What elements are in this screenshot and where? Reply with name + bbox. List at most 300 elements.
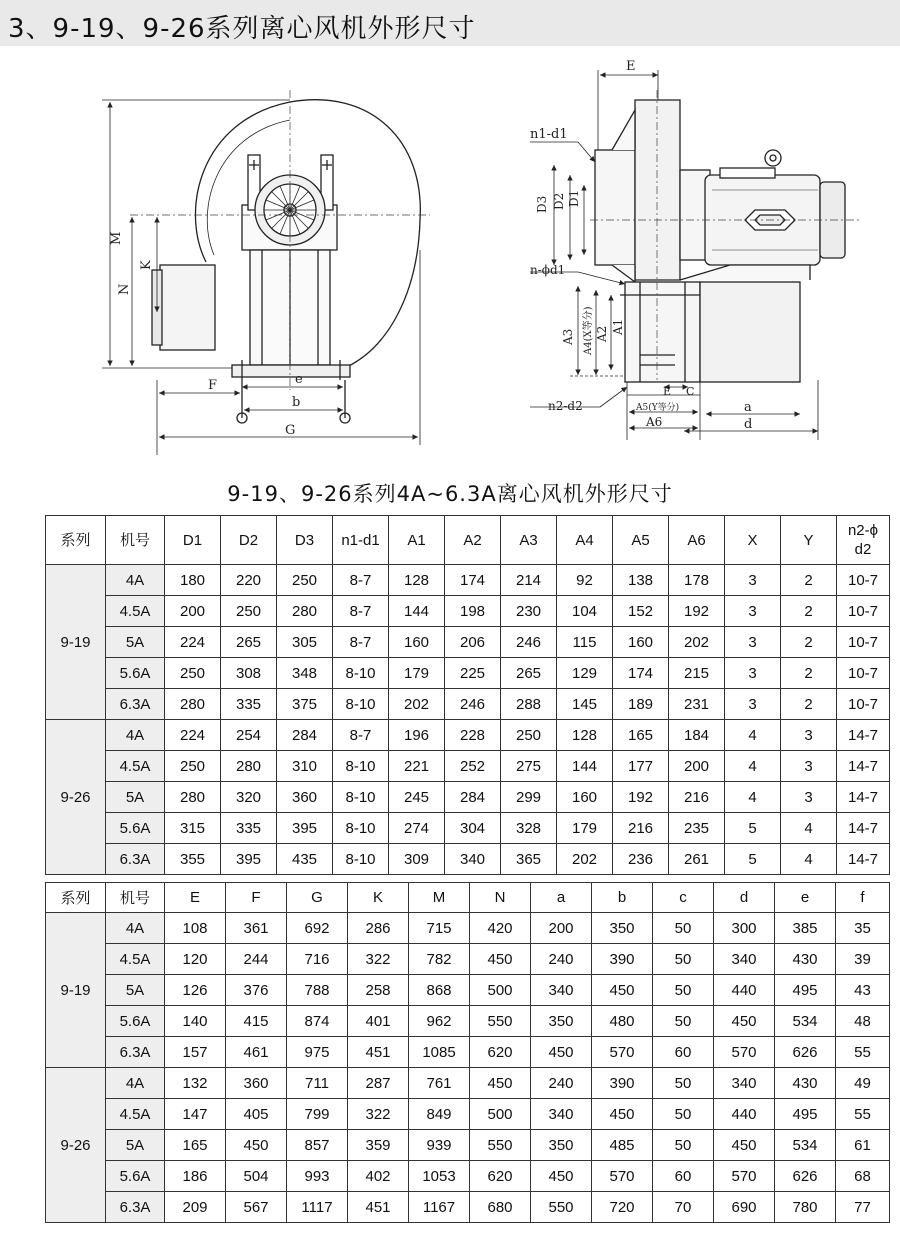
table-row [46, 720, 890, 751]
column-header: A4 [557, 516, 613, 565]
table-cell: 3 [781, 751, 837, 782]
table-cell: 265 [221, 627, 277, 658]
table-cell: 335 [221, 689, 277, 720]
table-cell: 4 [781, 844, 837, 875]
table-cell: 3 [725, 596, 781, 627]
table-row [46, 1130, 890, 1161]
table-cell: 70 [653, 1192, 714, 1223]
table-cell: 14-7 [837, 844, 890, 875]
table-cell: 221 [389, 751, 445, 782]
table-cell: 216 [669, 782, 725, 813]
table-cell: 184 [669, 720, 725, 751]
table-cell: 129 [557, 658, 613, 689]
header-bar [0, 0, 900, 46]
column-header: 机号 [106, 516, 165, 565]
table-row [46, 596, 890, 627]
table-cell: 165 [613, 720, 669, 751]
table-cell: 128 [557, 720, 613, 751]
table-cell: 450 [592, 975, 653, 1006]
table-cell: 310 [277, 751, 333, 782]
dim-label-b: b [292, 395, 301, 410]
page-title: 3、9-19、9-26系列离心风机外形尺寸 [8, 14, 476, 44]
table-cell: 284 [277, 720, 333, 751]
table-cell: 236 [613, 844, 669, 875]
table-cell: 550 [531, 1192, 592, 1223]
model-cell: 4A [106, 1068, 165, 1099]
table-cell: 50 [653, 944, 714, 975]
table-cell: 620 [470, 1037, 531, 1068]
table-cell: 361 [226, 913, 287, 944]
table-cell: 420 [470, 913, 531, 944]
table-cell: 322 [348, 1099, 409, 1130]
column-header: A6 [669, 516, 725, 565]
column-header: f [836, 883, 890, 913]
column-header: a [531, 883, 592, 913]
dim-label-A6: A6 [646, 415, 663, 429]
column-header: K [348, 883, 409, 913]
table-cell: 202 [669, 627, 725, 658]
table-cell: 2 [781, 627, 837, 658]
table-cell: 401 [348, 1006, 409, 1037]
model-cell: 4A [106, 720, 165, 751]
table-cell: 250 [501, 720, 557, 751]
table-cell: 225 [445, 658, 501, 689]
column-header: A5 [613, 516, 669, 565]
table-cell: 186 [165, 1161, 226, 1192]
table-cell: 962 [409, 1006, 470, 1037]
table-cell: 61 [836, 1130, 890, 1161]
table-cell: 147 [165, 1099, 226, 1130]
model-cell: 5A [106, 1130, 165, 1161]
dim-label-D3: D3 [535, 195, 549, 213]
table-cell: 165 [165, 1130, 226, 1161]
dim-label-F: F [208, 378, 218, 393]
table-cell: 200 [669, 751, 725, 782]
column-header: n2-ϕ d2 [837, 516, 890, 565]
table-cell: 340 [531, 1099, 592, 1130]
dim-label-e: e [295, 372, 303, 387]
table-cell: 720 [592, 1192, 653, 1223]
table-cell: 376 [226, 975, 287, 1006]
table-cell: 274 [389, 813, 445, 844]
table-cell: 224 [165, 627, 221, 658]
table-cell: 250 [165, 751, 221, 782]
model-cell: 5.6A [106, 658, 165, 689]
table-cell: 375 [277, 689, 333, 720]
table-cell: 1085 [409, 1037, 470, 1068]
table-cell: 534 [775, 1006, 836, 1037]
model-cell: 5.6A [106, 1006, 165, 1037]
table-cell: 504 [226, 1161, 287, 1192]
model-cell: 4.5A [106, 944, 165, 975]
column-header: M [409, 883, 470, 913]
dim-label-D2: D2 [552, 192, 566, 210]
table-cell: 157 [165, 1037, 226, 1068]
table-cell: 287 [348, 1068, 409, 1099]
fan-front-view [152, 100, 420, 423]
table-cell: 780 [775, 1192, 836, 1223]
table-cell: 322 [348, 944, 409, 975]
table-cell: 49 [836, 1068, 890, 1099]
table-cell: 350 [592, 913, 653, 944]
table-cell: 192 [669, 596, 725, 627]
table-cell: 440 [714, 975, 775, 1006]
table-cell: 174 [445, 565, 501, 596]
table-cell: 570 [592, 1037, 653, 1068]
table-cell: 440 [714, 1099, 775, 1130]
table-row [46, 944, 890, 975]
table-row [46, 751, 890, 782]
table-cell: 874 [287, 1006, 348, 1037]
table-cell: 340 [531, 975, 592, 1006]
table-cell: 126 [165, 975, 226, 1006]
model-cell: 5A [106, 782, 165, 813]
column-header: e [775, 883, 836, 913]
table-cell: 231 [669, 689, 725, 720]
table-cell: 1053 [409, 1161, 470, 1192]
table-cell: 280 [165, 689, 221, 720]
model-cell: 4.5A [106, 1099, 165, 1130]
table-cell: 250 [277, 565, 333, 596]
table-cell: 115 [557, 627, 613, 658]
table-cell: 716 [287, 944, 348, 975]
table-cell: 495 [775, 1099, 836, 1130]
table-cell: 160 [389, 627, 445, 658]
table-cell: 50 [653, 1099, 714, 1130]
table-cell: 60 [653, 1161, 714, 1192]
table-cell: 244 [226, 944, 287, 975]
table-row [46, 689, 890, 720]
table-cell: 360 [226, 1068, 287, 1099]
table-cell: 250 [221, 596, 277, 627]
table-cell: 152 [613, 596, 669, 627]
table-cell: 10-7 [837, 596, 890, 627]
table-cell: 390 [592, 944, 653, 975]
table-cell: 144 [557, 751, 613, 782]
table-cell: 430 [775, 944, 836, 975]
series-cell: 9-26 [46, 720, 106, 875]
table-cell: 50 [653, 1130, 714, 1161]
table-cell: 1167 [409, 1192, 470, 1223]
table-cell: 485 [592, 1130, 653, 1161]
table-cell: 254 [221, 720, 277, 751]
table-cell: 761 [409, 1068, 470, 1099]
table-cell: 405 [226, 1099, 287, 1130]
table-cell: 570 [714, 1161, 775, 1192]
model-cell: 6.3A [106, 844, 165, 875]
table-row [46, 1099, 890, 1130]
table-cell: 300 [714, 913, 775, 944]
table-cell: 209 [165, 1192, 226, 1223]
table-cell: 350 [531, 1130, 592, 1161]
table-cell: 8-10 [333, 782, 389, 813]
dim-label-E: E [626, 59, 636, 74]
table-row [46, 813, 890, 844]
table-cell: 8-10 [333, 751, 389, 782]
column-header: A1 [389, 516, 445, 565]
table-cell: 315 [165, 813, 221, 844]
table-cell: 43 [836, 975, 890, 1006]
table-cell: 202 [557, 844, 613, 875]
table-cell: 8-7 [333, 627, 389, 658]
table-cell: 711 [287, 1068, 348, 1099]
table-row [46, 1161, 890, 1192]
dim-label-G: G [285, 423, 296, 438]
table-cell: 8-7 [333, 720, 389, 751]
table-cell: 365 [501, 844, 557, 875]
table-cell: 385 [775, 913, 836, 944]
table-cell: 390 [592, 1068, 653, 1099]
column-header: D3 [277, 516, 333, 565]
table-cell: 799 [287, 1099, 348, 1130]
model-cell: 5.6A [106, 813, 165, 844]
header-row [46, 516, 890, 565]
dim-label-d: d [744, 417, 753, 432]
table-cell: 402 [348, 1161, 409, 1192]
table-cell: 35 [836, 913, 890, 944]
table-cell: 258 [348, 975, 409, 1006]
table-cell: 626 [775, 1161, 836, 1192]
series-cell: 9-19 [46, 913, 106, 1068]
column-header: D2 [221, 516, 277, 565]
table-cell: 128 [389, 565, 445, 596]
table-cell: 849 [409, 1099, 470, 1130]
table-cell: 215 [669, 658, 725, 689]
table-cell: 246 [501, 627, 557, 658]
table-cell: 788 [287, 975, 348, 1006]
table-cell: 206 [445, 627, 501, 658]
table-cell: 224 [165, 720, 221, 751]
table-cell: 350 [531, 1006, 592, 1037]
table-cell: 3 [725, 689, 781, 720]
column-header: 机号 [106, 883, 165, 913]
dim-label-D1: D1 [567, 189, 581, 207]
table-row [46, 1037, 890, 1068]
table-cell: 140 [165, 1006, 226, 1037]
table-cell: 8-10 [333, 813, 389, 844]
series-cell: 9-19 [46, 565, 106, 720]
column-header: A3 [501, 516, 557, 565]
table-cell: 3 [725, 565, 781, 596]
table-cell: 348 [277, 658, 333, 689]
table-cell: 5 [725, 813, 781, 844]
dim-label-A1: A1 [611, 318, 625, 335]
table-cell: 10-7 [837, 627, 890, 658]
column-header: 系列 [46, 883, 106, 913]
table-cell: 8-10 [333, 658, 389, 689]
table-cell: 340 [714, 944, 775, 975]
table-cell: 132 [165, 1068, 226, 1099]
table-cell: 60 [653, 1037, 714, 1068]
table-cell: 451 [348, 1192, 409, 1223]
table-cell: 235 [669, 813, 725, 844]
table-cell: 4 [725, 720, 781, 751]
column-header: 系列 [46, 516, 106, 565]
table-row [46, 975, 890, 1006]
dim-label-A5: A5(Y等分) [636, 403, 680, 413]
table-cell: 692 [287, 913, 348, 944]
table-cell: 550 [470, 1006, 531, 1037]
table-cell: 104 [557, 596, 613, 627]
model-cell: 5A [106, 627, 165, 658]
table-cell: 4 [725, 751, 781, 782]
table-cell: 216 [613, 813, 669, 844]
column-header: G [287, 883, 348, 913]
table-cell: 8-7 [333, 565, 389, 596]
table-cell: 68 [836, 1161, 890, 1192]
table-row [46, 913, 890, 944]
model-cell: 5.6A [106, 1161, 165, 1192]
table-cell: 430 [775, 1068, 836, 1099]
table-cell: 975 [287, 1037, 348, 1068]
model-cell: 5A [106, 975, 165, 1006]
table-cell: 214 [501, 565, 557, 596]
table-cell: 39 [836, 944, 890, 975]
table-title: 9-19、9-26系列4A~6.3A离心风机外形尺寸 [227, 482, 673, 506]
dim-label-C: C [686, 385, 695, 398]
table-cell: 14-7 [837, 751, 890, 782]
model-cell: 4A [106, 913, 165, 944]
table-cell: 435 [277, 844, 333, 875]
column-header: D1 [165, 516, 221, 565]
table-cell: 240 [531, 1068, 592, 1099]
table-cell: 246 [445, 689, 501, 720]
table-cell: 395 [221, 844, 277, 875]
table-cell: 286 [348, 913, 409, 944]
table-cell: 160 [557, 782, 613, 813]
table-cell: 626 [775, 1037, 836, 1068]
table-cell: 108 [165, 913, 226, 944]
table-cell: 288 [501, 689, 557, 720]
fan-side-view [595, 100, 845, 382]
table-cell: 450 [470, 1068, 531, 1099]
table-cell: 395 [277, 813, 333, 844]
column-header: b [592, 883, 653, 913]
table-cell: 240 [531, 944, 592, 975]
table-cell: 179 [389, 658, 445, 689]
table-cell: 10-7 [837, 565, 890, 596]
column-header: N [470, 883, 531, 913]
table-cell: 360 [277, 782, 333, 813]
dim-label-a: a [744, 400, 752, 415]
table-cell: 77 [836, 1192, 890, 1223]
model-cell: 4.5A [106, 596, 165, 627]
table-cell: 340 [714, 1068, 775, 1099]
table-cell: 1117 [287, 1192, 348, 1223]
column-header: E [165, 883, 226, 913]
table-cell: 200 [531, 913, 592, 944]
table-cell: 8-7 [333, 596, 389, 627]
table-cell: 567 [226, 1192, 287, 1223]
table-cell: 192 [613, 782, 669, 813]
table-cell: 550 [470, 1130, 531, 1161]
table-cell: 680 [470, 1192, 531, 1223]
table-cell: 570 [714, 1037, 775, 1068]
table-cell: 280 [277, 596, 333, 627]
table-cell: 280 [221, 751, 277, 782]
dim-label-A3: A3 [561, 328, 575, 345]
table-cell: 189 [613, 689, 669, 720]
table-row [46, 844, 890, 875]
table-cell: 450 [592, 1099, 653, 1130]
table-cell: 5 [725, 844, 781, 875]
table-row [46, 565, 890, 596]
table-cell: 304 [445, 813, 501, 844]
series-cell: 9-26 [46, 1068, 106, 1223]
table-row [46, 1192, 890, 1223]
table-cell: 55 [836, 1037, 890, 1068]
header-row [46, 883, 890, 913]
dim-label-K: K [139, 260, 154, 270]
table-cell: 415 [226, 1006, 287, 1037]
dim-label-A4: A4(X等分) [583, 306, 594, 355]
table-cell: 280 [165, 782, 221, 813]
dim-label-E-bottom: E [663, 385, 672, 398]
column-header: X [725, 516, 781, 565]
table-cell: 10-7 [837, 689, 890, 720]
table-row [46, 658, 890, 689]
table-cell: 138 [613, 565, 669, 596]
table-cell: 120 [165, 944, 226, 975]
table-cell: 495 [775, 975, 836, 1006]
table-cell: 275 [501, 751, 557, 782]
table-cell: 180 [165, 565, 221, 596]
table-cell: 284 [445, 782, 501, 813]
table-cell: 48 [836, 1006, 890, 1037]
table-cell: 450 [531, 1037, 592, 1068]
table-row [46, 627, 890, 658]
table-cell: 335 [221, 813, 277, 844]
table-cell: 2 [781, 658, 837, 689]
table-cell: 308 [221, 658, 277, 689]
table-cell: 160 [613, 627, 669, 658]
table-cell: 857 [287, 1130, 348, 1161]
table-cell: 178 [669, 565, 725, 596]
table-cell: 8-10 [333, 844, 389, 875]
table-cell: 450 [714, 1130, 775, 1161]
table-cell: 202 [389, 689, 445, 720]
model-cell: 6.3A [106, 1192, 165, 1223]
table-cell: 299 [501, 782, 557, 813]
model-cell: 4A [106, 565, 165, 596]
table-row [46, 1068, 890, 1099]
column-header: n1-d1 [333, 516, 389, 565]
table-cell: 174 [613, 658, 669, 689]
table-cell: 534 [775, 1130, 836, 1161]
table-cell: 50 [653, 1068, 714, 1099]
table-cell: 993 [287, 1161, 348, 1192]
table-cell: 3 [781, 782, 837, 813]
table-cell: 261 [669, 844, 725, 875]
table-cell: 4 [781, 813, 837, 844]
table-cell: 228 [445, 720, 501, 751]
table-cell: 14-7 [837, 782, 890, 813]
table-cell: 145 [557, 689, 613, 720]
table-cell: 8-10 [333, 689, 389, 720]
table-cell: 4 [725, 782, 781, 813]
dimension-table-overall [45, 882, 890, 1223]
table-cell: 450 [531, 1161, 592, 1192]
table-cell: 461 [226, 1037, 287, 1068]
model-cell: 6.3A [106, 1037, 165, 1068]
table-cell: 14-7 [837, 720, 890, 751]
table-cell: 340 [445, 844, 501, 875]
table-cell: 500 [470, 975, 531, 1006]
table-cell: 3 [781, 720, 837, 751]
table-cell: 198 [445, 596, 501, 627]
table-cell: 245 [389, 782, 445, 813]
model-cell: 4.5A [106, 751, 165, 782]
